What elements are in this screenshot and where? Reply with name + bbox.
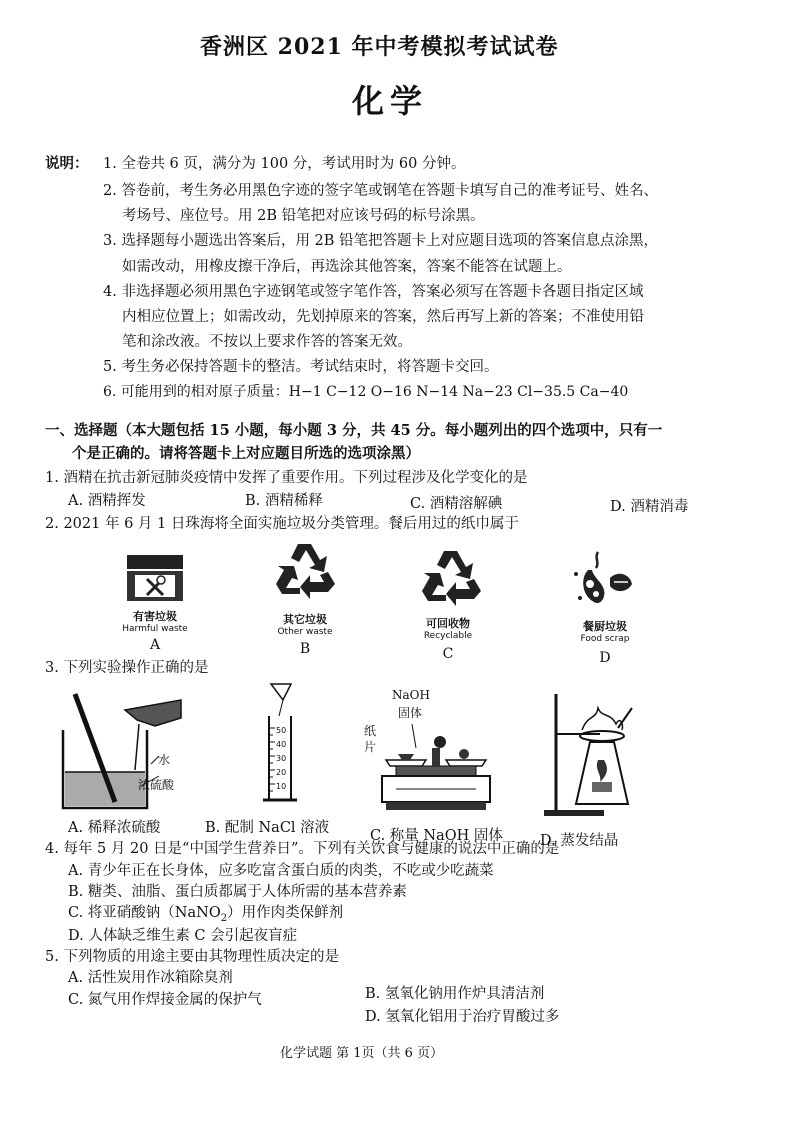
section-heading: 一、选择题（本大题包括 15 小题，每小题 3 分，共 45 分。每小题列出的四个选项中，只有一 (45, 422, 663, 439)
tick-label: 50 (276, 726, 287, 735)
exam-title: 香洲区 2021 年中考模拟考试试卷 (200, 34, 559, 60)
q1-option-a: A. 酒精挥发 (68, 493, 146, 509)
tick-label: 20 (276, 768, 287, 777)
instruction-line: 3. 选择题每小题选出答案后，用 2B 铅笔把答题卡上对应题目选项的答案信息点涂黑， (103, 233, 659, 249)
instruction-line: 6. 可能用到的相对原子质量：H−1 C−12 O−16 N−14 Na−23 Cl−35.5 Ca−40 (103, 384, 629, 400)
harmful-waste-icon (125, 553, 185, 603)
q3-option-c: C. 称量 NaOH 固体 (370, 828, 503, 844)
solid-label: 固体 (398, 706, 423, 720)
paper-label-1: 纸 (364, 724, 377, 738)
q3-option-a: A. 稀释浓硫酸 (68, 820, 161, 836)
water-label: 水 (158, 753, 171, 767)
subject-title: 化学 (352, 82, 429, 120)
q4-option-c-sub: 2 (220, 912, 228, 924)
tick-label: 40 (276, 740, 287, 749)
bin-a-letter: A (149, 637, 161, 653)
instructions-label: 说明： (45, 155, 89, 172)
bin-b-en: Other waste (277, 627, 333, 637)
section-heading-cont: 个是正确的。请将答题卡上对应题目所选的选项涂黑） (72, 445, 420, 462)
q4-option-d: D. 人体缺乏维生素 C 会引起夜盲症 (68, 928, 298, 944)
q5-option-d: D. 氢氧化铝用于治疗胃酸过多 (365, 1009, 560, 1025)
instruction-line: 考场号、座位号。用 2B 铅笔把对应该号码的标号涂黑。 (122, 208, 485, 224)
bin-d-letter: D (599, 650, 611, 666)
bin-b-zh: 其它垃圾 (283, 613, 327, 626)
instruction-line: 内相应位置上；如需改动，先划掉原来的答案，然后再写上新的答案；不准使用铅 (122, 309, 644, 325)
bin-c-en: Recyclable (423, 631, 473, 641)
q4-option-c-text: C. 将亚硝酸钠（NaNO (68, 905, 221, 921)
paper-label-2: 片 (364, 740, 377, 754)
q2-stem: 2. 2021 年 6 月 1 日珠海将全面实施垃圾分类管理。餐后用过的纸巾属于 (45, 516, 519, 532)
bin-a-zh: 有害垃圾 (133, 610, 177, 623)
bin-d-zh: 餐厨垃圾 (583, 620, 627, 633)
naoh-label: NaOH (392, 688, 430, 702)
instruction-line: 2. 答卷前，考生务必用黑色字迹的签字笔或钢笔在答题卡填写自己的准考证号、姓名、 (103, 183, 658, 199)
q4-option-b: B. 糖类、油脂、蛋白质都属于人体所需的基本营养素 (68, 884, 407, 900)
bin-c-zh: 可回收物 (426, 617, 470, 630)
instruction-line: 笔和涂改液。不按以上要求作答的答案无效。 (122, 334, 412, 350)
q1-option-b: B. 酒精稀释 (245, 493, 323, 509)
q4-option-a: A. 青少年正在长身体，应多吃富含蛋白质的肉类，不吃或少吃蔬菜 (68, 863, 494, 879)
instruction-line: 5. 考生务必保持答题卡的整洁。考试结束时，将答题卡交回。 (103, 359, 499, 375)
q5-stem: 5. 下列物质的用途主要由其物理性质决定的是 (45, 949, 339, 965)
instruction-line: 4. 非选择题必须用黑色字迹钢笔或签字笔作答，答案必须写在答题卡各题目指定区域 (103, 284, 644, 300)
instruction-line: 1. 全卷共 6 页，满分为 100 分，考试用时为 60 分钟。 (103, 156, 466, 172)
evaporation-figure (540, 690, 650, 820)
bin-c-letter: C (442, 646, 454, 662)
cylinder-ticks (276, 724, 286, 794)
q1-stem: 1. 酒精在抗击新冠肺炎疫情中发挥了重要作用。下列过程涉及化学变化的是 (45, 470, 528, 486)
q1-option-d: D. 酒精消毒 (610, 499, 689, 515)
bin-d-en: Food scrap (580, 634, 630, 644)
instruction-line: 如需改动，用橡皮擦干净后，再选涂其他答案，答案不能答在试题上。 (122, 259, 572, 275)
q3-option-d: D. 蒸发结晶 (540, 833, 619, 849)
bin-b-letter: B (299, 641, 311, 657)
bin-a-en: Harmful waste (122, 624, 188, 634)
acid-label: 浓硫酸 (138, 778, 175, 792)
q5-option-a: A. 活性炭用作冰箱除臭剂 (68, 970, 233, 986)
tick-label: 30 (276, 754, 287, 763)
q5-option-b: B. 氢氧化钠用作炉具清洁剂 (365, 986, 545, 1002)
recyclable-triangle-icon (418, 545, 483, 610)
page-footer: 化学试题 第 1页（共 6 页） (280, 1046, 444, 1061)
q3-stem: 3. 下列实验操作正确的是 (45, 660, 209, 676)
q4-option-c-tail: ）用作肉类保鲜剂 (227, 905, 344, 921)
recycle-triangle-icon (272, 538, 337, 603)
q5-option-c: C. 氮气用作焊接金属的保护气 (68, 992, 262, 1008)
balance-figure (376, 720, 496, 816)
tick-label: 10 (276, 782, 287, 791)
q3-option-b: B. 配制 NaCl 溶液 (205, 820, 330, 836)
food-scrap-icon (570, 548, 640, 613)
q4-stem: 4. 每年 5 月 20 日是“中国学生营养日”。下列有关饮食与健康的说法中正确的是 (45, 841, 560, 857)
q1-option-c: C. 酒精溶解碘 (410, 496, 503, 512)
